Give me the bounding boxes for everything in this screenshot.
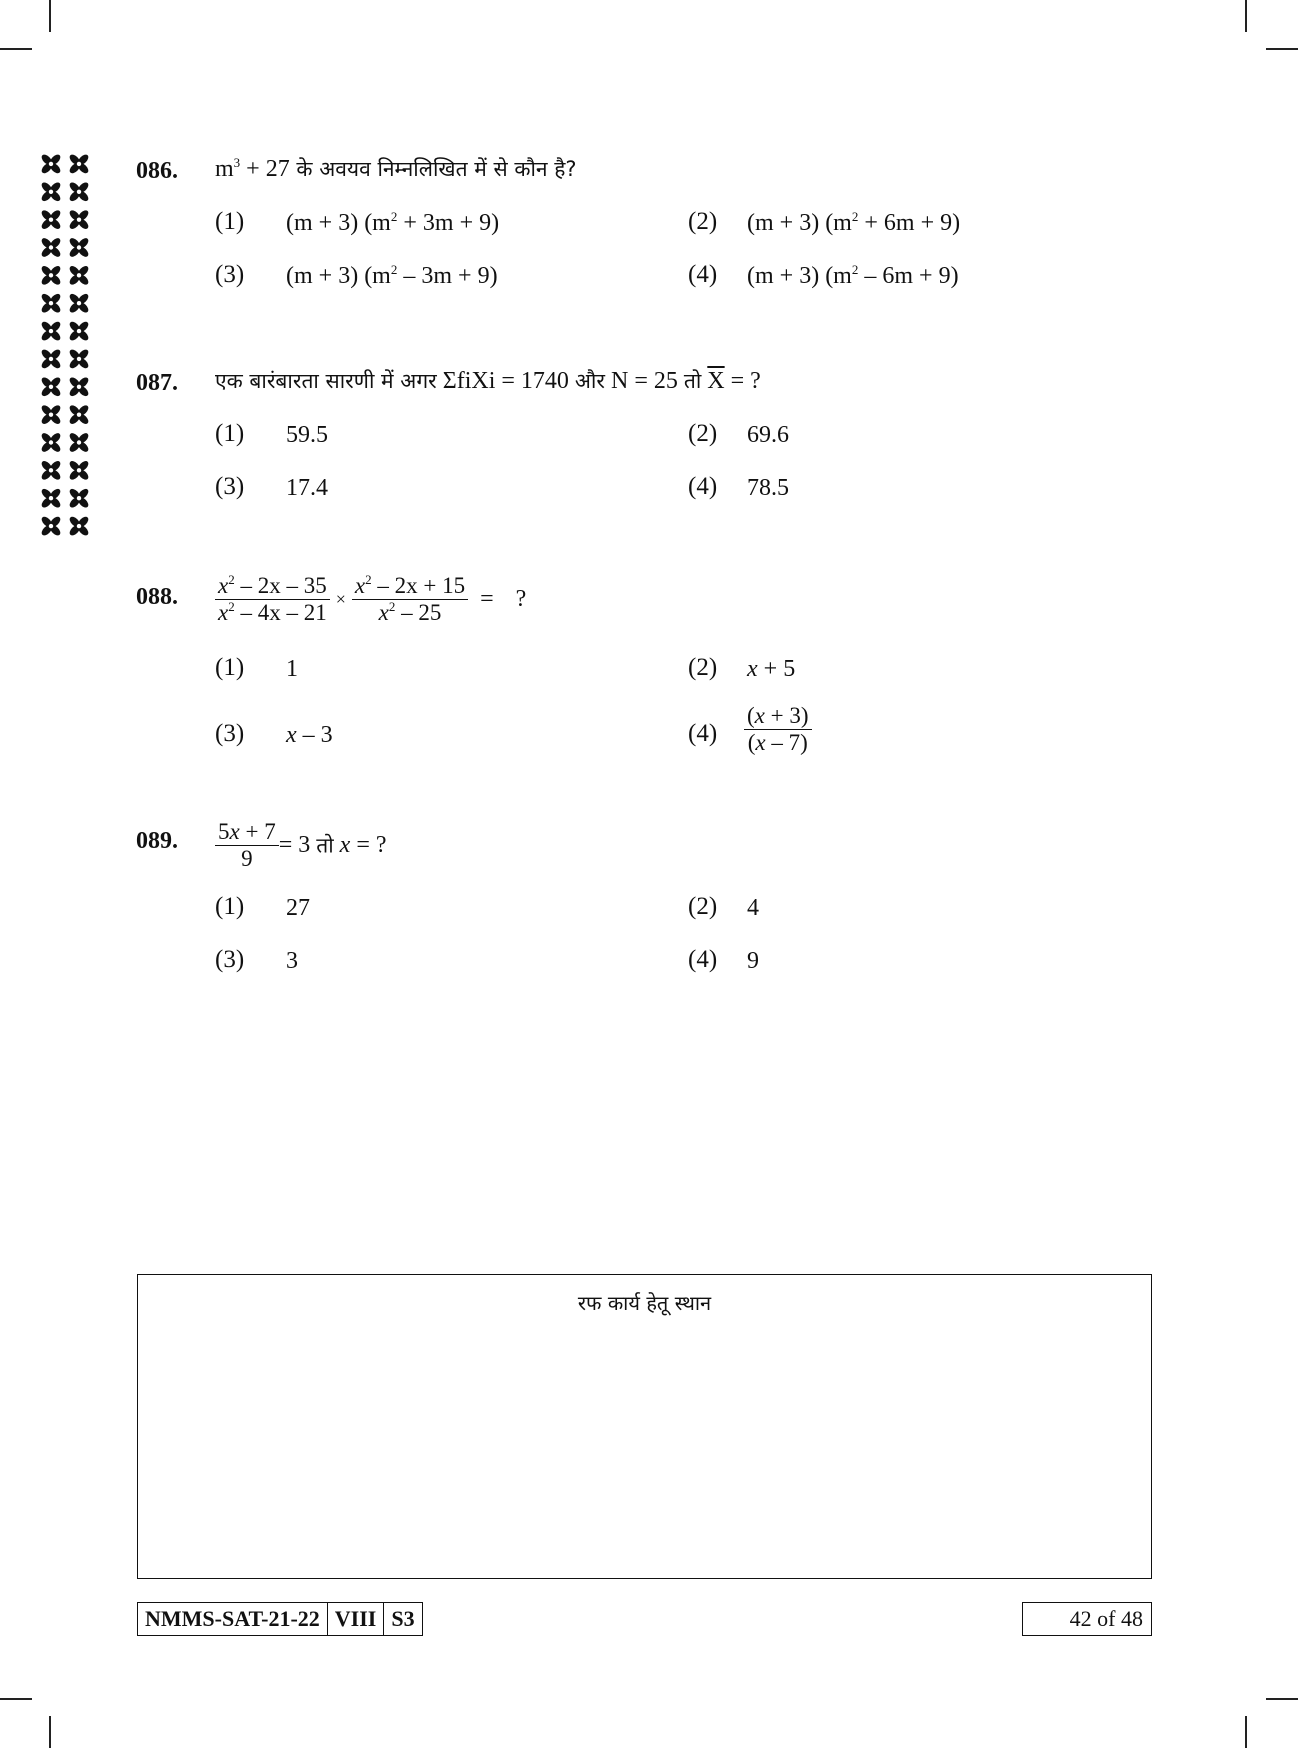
flower-ornament-icon (68, 292, 90, 314)
flower-ornament-icon (40, 181, 62, 203)
flower-ornament-icon (68, 181, 90, 203)
question-number: 087. (136, 370, 178, 396)
fraction: $\frac{5x + 7}{9}$ (215, 820, 279, 871)
question-stem: एक बारंबारता सारणी में अगर ΣfiXi = 1740 और N = 25 तो $\overline{X}$ = ? (215, 368, 761, 394)
option-label: (1) (215, 893, 245, 920)
flower-ornament-icon (40, 264, 62, 286)
option-label: (2) (688, 420, 718, 447)
option-label: (2) (688, 208, 718, 235)
option-value: 59.5 (286, 422, 328, 448)
option-value: 9 (747, 948, 759, 974)
option-value: 27 (286, 895, 310, 921)
flower-ornament-icon (40, 320, 62, 342)
question-expression: $\frac{x^2 - 2x - 35}{x^2 - 4x - 21}$ × $\frac{x^2 - 2x + 15}{x^2 - 25}$ = ? (215, 574, 526, 625)
crop-mark (1245, 1716, 1247, 1748)
question-number: 088. (136, 584, 178, 610)
option-value: 1 (286, 656, 298, 682)
flower-ornament-icon (68, 515, 90, 537)
flower-ornament-column (36, 150, 96, 540)
option-value: (m + 3) $(m^2 + 3m + 9)$ (286, 209, 500, 236)
flower-ornament-icon (68, 153, 90, 175)
flower-ornament-icon (68, 348, 90, 370)
flower-ornament-icon (68, 208, 90, 230)
option-value: 69.6 (747, 422, 789, 448)
crop-mark (1266, 1698, 1298, 1700)
flower-ornament-icon (68, 431, 90, 453)
option-label: (2) (688, 893, 718, 920)
paper-code: NMMS-SAT-21-22 (138, 1603, 328, 1635)
crop-mark (0, 1698, 32, 1700)
flower-ornament-icon (68, 376, 90, 398)
flower-ornament-icon (40, 292, 62, 314)
flower-ornament-icon (40, 348, 62, 370)
set-label: S3 (391, 1606, 415, 1631)
flower-ornament-icon (68, 403, 90, 425)
option-value: (m + 3) $(m^2 + 6m + 9)$ (747, 209, 961, 236)
rough-work-title: रफ कार्य हेतू स्थान (577, 1291, 712, 1315)
option-value: (m + 3) $(m^2 - 6m + 9)$ (747, 262, 959, 289)
flower-ornament-icon (40, 431, 62, 453)
option-value: $\frac{(x + 3)}{(x - 7)}$ (744, 704, 812, 755)
crop-mark (1245, 0, 1247, 32)
option-value: 17.4 (286, 475, 328, 501)
option-label: (2) (688, 654, 718, 681)
option-value: x – 3 (286, 722, 333, 748)
option-value: 3 (286, 948, 298, 974)
question-number: 086. (136, 158, 178, 184)
flower-ornament-icon (40, 236, 62, 258)
option-label: (4) (688, 720, 718, 747)
option-value: 78.5 (747, 475, 789, 501)
flower-ornament-icon (68, 264, 90, 286)
option-value: x + 5 (747, 656, 796, 682)
question-expression: $\frac{5x + 7}{9}$ = 3 तो x = ? (215, 820, 387, 871)
option-label: (3) (215, 720, 245, 747)
class-label: VIII (328, 1603, 385, 1635)
option-value: 4 (747, 895, 759, 921)
flower-ornament-icon (40, 487, 62, 509)
question-number: 089. (136, 828, 178, 854)
option-label: (4) (688, 946, 718, 973)
fraction: $\frac{x^2 - 2x - 35}{x^2 - 4x - 21}$ (215, 574, 330, 625)
option-label: (1) (215, 208, 245, 235)
crop-mark (49, 1716, 51, 1748)
flower-ornament-icon (40, 153, 62, 175)
option-label: (3) (215, 261, 245, 288)
page-number: 42 of 48 (1022, 1602, 1152, 1636)
option-value: (m + 3) $(m^2 - 3m + 9)$ (286, 262, 498, 289)
fraction: $\frac{x^2 - 2x + 15}{x^2 - 25}$ (352, 574, 468, 625)
paper-code-box (137, 1602, 423, 1636)
flower-ornament-icon (40, 459, 62, 481)
option-label: (3) (215, 946, 245, 973)
option-label: (3) (215, 473, 245, 500)
rough-work-area (137, 1274, 1152, 1579)
question-stem: $m^3 + 27$ के अवयव निम्नलिखित में से कौन है? (215, 155, 577, 182)
flower-ornament-icon (68, 487, 90, 509)
flower-ornament-icon (40, 515, 62, 537)
crop-mark (0, 48, 32, 50)
flower-ornament-icon (68, 459, 90, 481)
option-label: (4) (688, 473, 718, 500)
crop-mark (1266, 48, 1298, 50)
flower-ornament-icon (68, 236, 90, 258)
flower-ornament-icon (40, 208, 62, 230)
crop-mark (49, 0, 51, 32)
flower-ornament-icon (40, 376, 62, 398)
option-label: (1) (215, 420, 245, 447)
option-label: (4) (688, 261, 718, 288)
flower-ornament-icon (68, 320, 90, 342)
option-label: (1) (215, 654, 245, 681)
flower-ornament-icon (40, 403, 62, 425)
